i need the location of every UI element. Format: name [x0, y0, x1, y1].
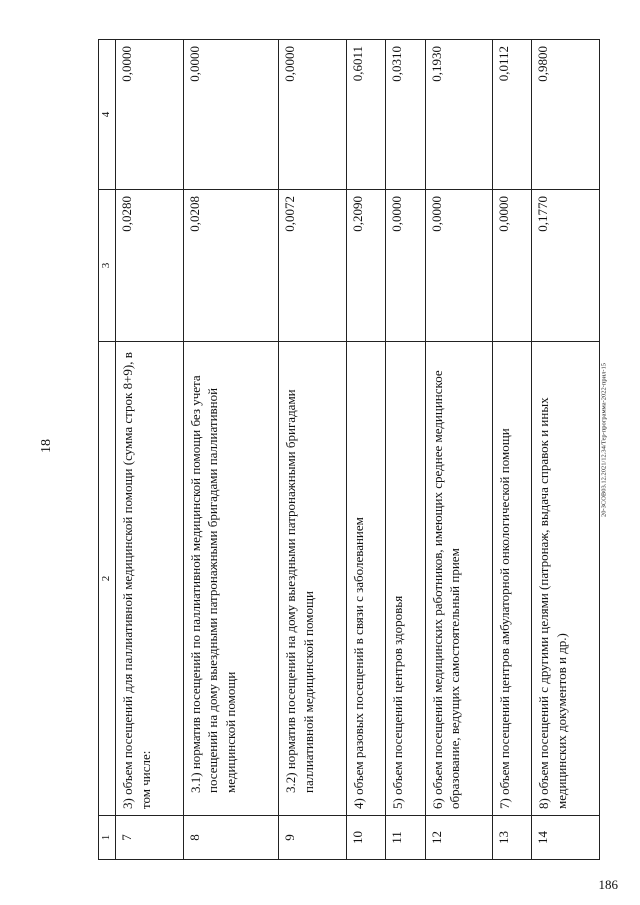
value-col4: 0,0112: [493, 40, 532, 190]
table-row: [386, 40, 425, 860]
value-col3: 0,0072: [279, 190, 347, 342]
table-row: [532, 40, 600, 860]
row-description: 3.2) норматив посещений на дому выездными патронажными бригадами паллиативной медицинской помощи: [279, 342, 347, 816]
table-row: [183, 40, 279, 860]
row-description: 5) объем посещений центров здоровья: [386, 342, 425, 816]
row-description: 8) объем посещений с другими целями (патронаж, выдача справок и иных медицинских документов и др.): [532, 342, 600, 816]
row-number: 9: [279, 816, 347, 860]
document-footer-code: 20-ЗСОВ03.12.2021/12.34/Тер-программа-2022-прил-15: [600, 362, 608, 518]
column-header: 1: [99, 816, 116, 860]
sheet-number: 186: [598, 877, 618, 892]
table-header-row: [99, 40, 116, 860]
row-number: 12: [425, 816, 493, 860]
row-description: 4) объем разовых посещений в связи с заболеванием: [346, 342, 385, 816]
value-col3: 0,0208: [183, 190, 279, 342]
value-col4: 0,9800: [532, 40, 600, 190]
table-row: [425, 40, 493, 860]
table-row: [116, 40, 184, 860]
value-col3: 0,1770: [532, 190, 600, 342]
row-description: 3) объем посещений для паллиативной медицинской помощи (сумма строк 8+9), в том числе:: [116, 342, 184, 816]
table-container: [98, 40, 600, 860]
column-header: 3: [99, 190, 116, 342]
row-description: 7) объем посещений центров амбулаторной онкологической помощи: [493, 342, 532, 816]
table-row: [493, 40, 532, 860]
row-number: 11: [386, 816, 425, 860]
table-row: [279, 40, 347, 860]
value-col4: 0,0310: [386, 40, 425, 190]
row-description: 3.1) норматив посещений по паллиативной медицинской помощи без учета посещений на дому выездными патронажными бригадами паллиативной медицинской помощи: [183, 342, 279, 816]
value-col3: 0,0280: [116, 190, 184, 342]
value-col4: 0,0000: [116, 40, 184, 190]
column-header: 2: [99, 342, 116, 816]
value-col4: 0,1930: [425, 40, 493, 190]
value-col3: 0,0000: [493, 190, 532, 342]
row-number: 8: [183, 816, 279, 860]
page-number: 18: [39, 439, 54, 453]
value-col4: 0,0000: [279, 40, 347, 190]
row-description: 6) объем посещений медицинских работников, имеющих среднее медицинское образование, ведущих самостоятельный прием: [425, 342, 493, 816]
value-col3: 0,2090: [346, 190, 385, 342]
row-number: 14: [532, 816, 600, 860]
visits-norm-table: [98, 39, 600, 860]
value-col3: 0,0000: [425, 190, 493, 342]
value-col4: 0,0000: [183, 40, 279, 190]
value-col3: 0,0000: [386, 190, 425, 342]
table-row: [346, 40, 385, 860]
value-col4: 0,6011: [346, 40, 385, 190]
row-number: 10: [346, 816, 385, 860]
row-number: 7: [116, 816, 184, 860]
row-number: 13: [493, 816, 532, 860]
column-header: 4: [99, 40, 116, 190]
